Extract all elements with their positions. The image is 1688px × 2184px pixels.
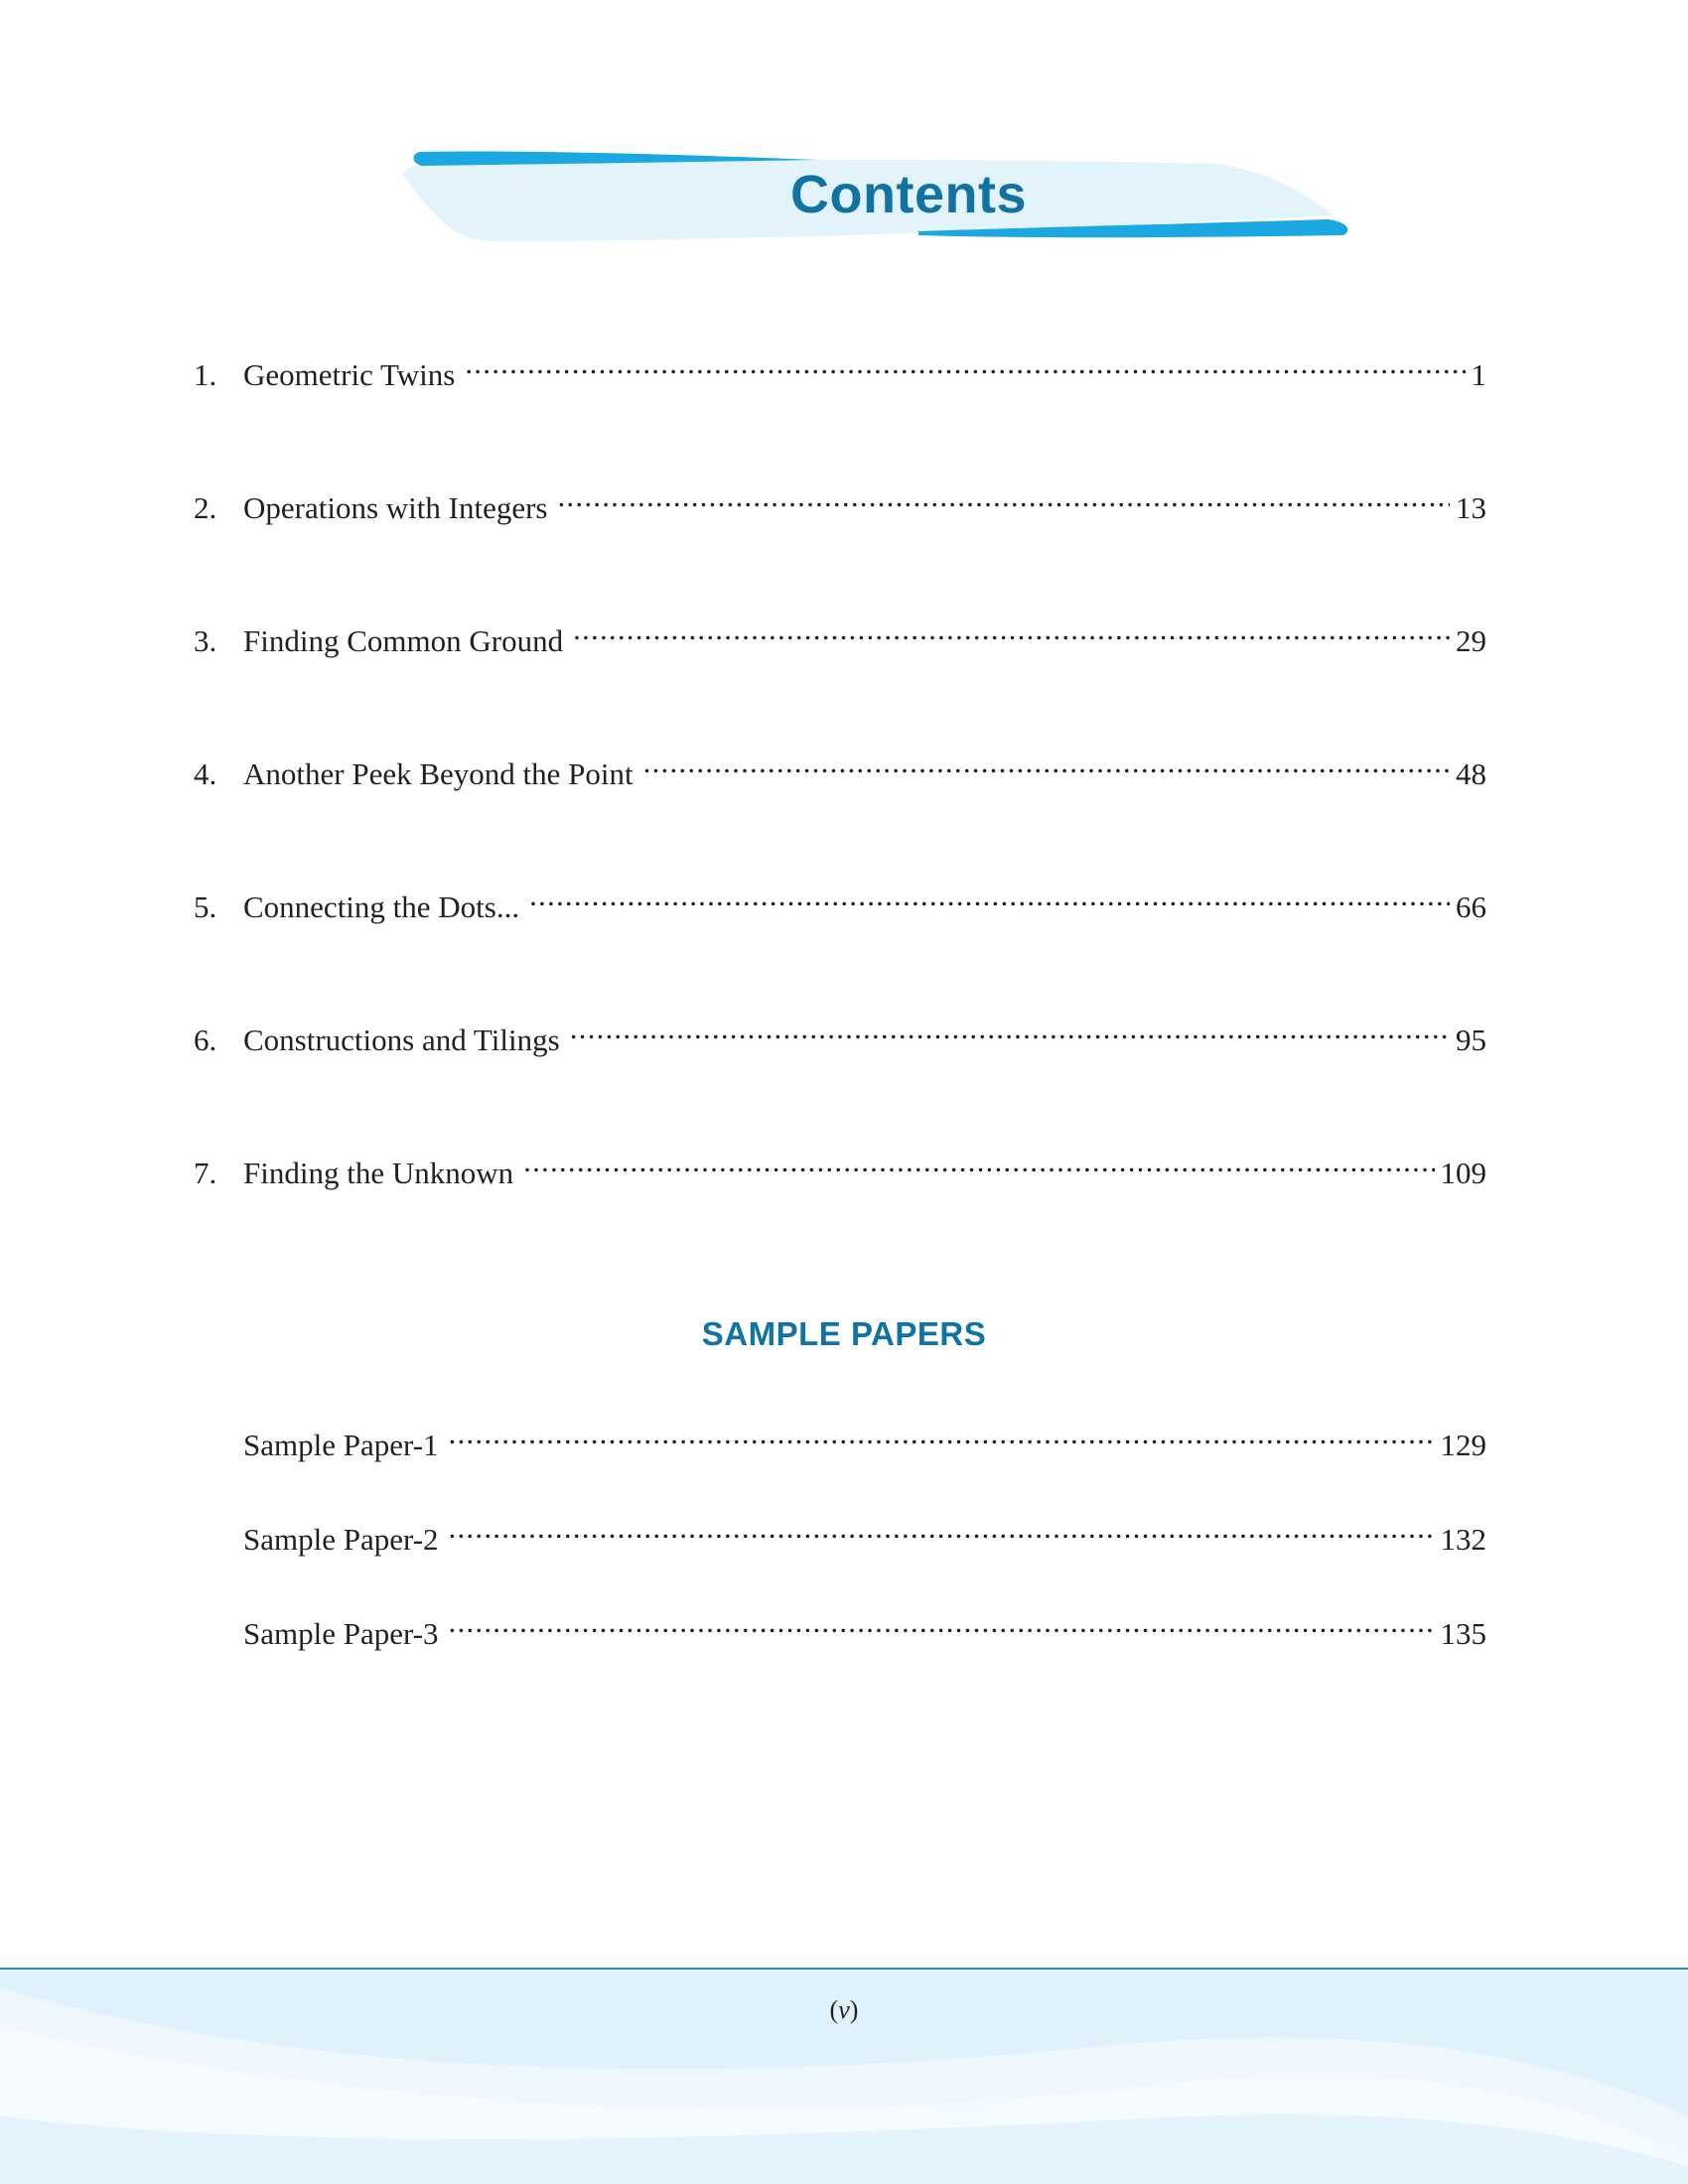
toc-entry-sample-paper-1[interactable] <box>243 1412 1486 1462</box>
toc-entry-chapter-4[interactable] <box>194 741 1486 791</box>
chapter-number: 2. <box>194 490 217 525</box>
chapter-number: 4. <box>194 756 217 791</box>
page-number-open-paren: ( <box>829 1995 839 2024</box>
sample-paper-title: Sample Paper-3 <box>243 1616 439 1651</box>
sample-paper-title: Sample Paper-2 <box>243 1522 439 1557</box>
chapter-number: 6. <box>194 1023 217 1057</box>
chapter-number: 5. <box>194 889 217 924</box>
page-number: 66 <box>1456 889 1486 924</box>
contents-title-banner <box>402 144 1350 248</box>
chapter-title: Constructions and Tilings <box>243 1023 560 1057</box>
chapter-number: 7. <box>194 1156 217 1190</box>
page-number-roman: v <box>838 1995 850 2024</box>
page-number: 29 <box>1456 623 1486 658</box>
page-number: 95 <box>1456 1023 1486 1057</box>
page-number: 135 <box>1440 1616 1486 1651</box>
chapter-title: Geometric Twins <box>243 357 456 392</box>
dot-leader <box>557 475 1450 518</box>
page-number: 48 <box>1456 756 1486 791</box>
chapter-title: Another Peek Beyond the Point <box>243 756 633 791</box>
toc-entry-chapter-1[interactable] <box>194 341 1486 392</box>
chapter-title: Finding Common Ground <box>243 623 564 658</box>
page-number: 1 <box>1471 357 1486 392</box>
toc-entry-chapter-5[interactable] <box>194 874 1486 924</box>
dot-leader <box>449 1412 1435 1455</box>
dot-leader <box>643 741 1450 784</box>
page-number: 13 <box>1456 490 1486 525</box>
dot-leader <box>449 1600 1435 1644</box>
dot-leader <box>523 1140 1434 1183</box>
page-number: 109 <box>1440 1156 1486 1190</box>
toc-entry-sample-paper-3[interactable] <box>243 1600 1486 1651</box>
page-number: 132 <box>1440 1522 1486 1557</box>
page-number: 129 <box>1440 1428 1486 1462</box>
toc-entry-chapter-7[interactable] <box>194 1140 1486 1190</box>
sample-papers-heading: SAMPLE PAPERS <box>701 1315 987 1352</box>
dot-leader <box>465 341 1465 385</box>
chapter-number: 3. <box>194 623 217 658</box>
chapter-title: Connecting the Dots... <box>243 889 520 924</box>
chapter-title: Finding the Unknown <box>243 1156 514 1190</box>
page-title: Contents <box>790 165 1027 224</box>
toc-entry-sample-paper-2[interactable] <box>243 1506 1486 1557</box>
dot-leader <box>570 1007 1450 1050</box>
dot-leader <box>573 608 1450 651</box>
dot-leader <box>529 874 1450 917</box>
sample-paper-title: Sample Paper-1 <box>243 1428 439 1462</box>
footer-page-number <box>0 1995 1688 2025</box>
toc-entry-chapter-6[interactable] <box>194 1007 1486 1057</box>
chapter-number: 1. <box>194 357 217 392</box>
dot-leader <box>449 1506 1435 1550</box>
chapter-title: Operations with Integers <box>243 490 548 525</box>
toc-entry-chapter-3[interactable] <box>194 608 1486 658</box>
page-number-close-paren: ) <box>849 1995 859 2024</box>
toc-entry-chapter-2[interactable] <box>194 475 1486 525</box>
